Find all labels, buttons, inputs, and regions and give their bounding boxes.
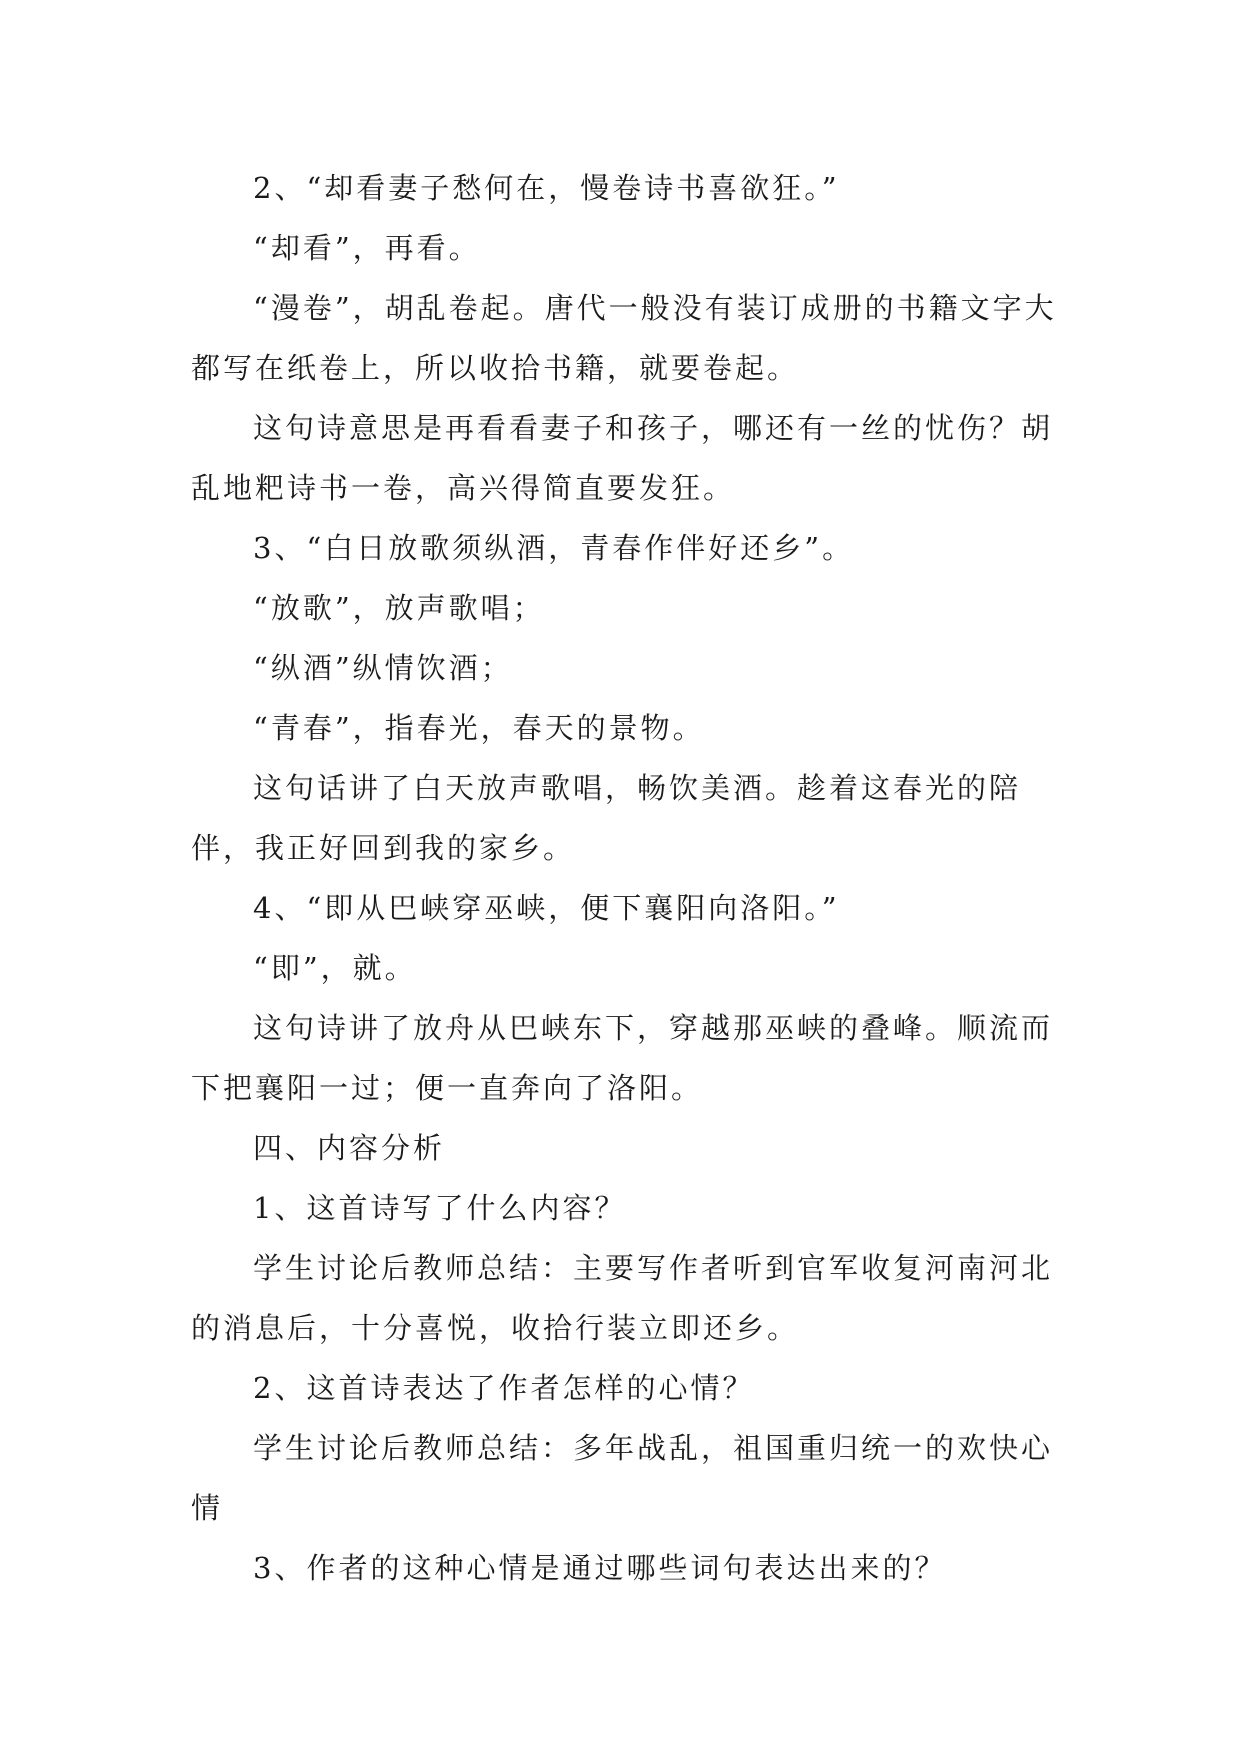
section-heading-content-analysis: 四、内容分析 (253, 1131, 446, 1165)
question-2: 2、这首诗表达了作者怎样的心情？ (253, 1371, 755, 1405)
paragraph-qingchun: “青春”，指春光，春天的景物。 (253, 711, 705, 745)
document-body (191, 158, 1061, 1598)
paragraph-line-2-title: 2、“却看妻子愁何在，慢卷诗书喜欲狂。” (253, 171, 840, 205)
question-3: 3、作者的这种心情是通过哪些词句表达出来的？ (253, 1551, 947, 1585)
paragraph-fangge: “放歌”，放声歌唱； (253, 591, 545, 625)
answer-2: 学生讨论后教师总结：多年战乱，祖国重归统一的欢快心情 (191, 1431, 1054, 1525)
paragraph-zongjiu: “纵酒”纵情饮酒； (253, 651, 513, 685)
paragraph-meaning-4: 这句诗讲了放舟从巴峡东下，穿越那巫峡的叠峰。顺流而下把襄阳一过；便一直奔向了洛阳。 (191, 1011, 1054, 1105)
paragraph-meaning-2: 这句诗意思是再看看妻子和孩子，哪还有一丝的忧伤？胡乱地粑诗书一卷，高兴得简直要发狂。 (191, 411, 1054, 505)
paragraph-quekan: “却看”，再看。 (253, 231, 481, 265)
question-1: 1、这首诗写了什么内容？ (253, 1191, 627, 1225)
paragraph-line-3-title: 3、“白日放歌须纵酒，青春作伴好还乡”。 (253, 531, 855, 565)
paragraph-manjuan: “漫卷”，胡乱卷起。唐代一般没有装订成册的书籍文字大都写在纸卷上，所以收拾书籍，就要卷起。 (191, 291, 1057, 385)
paragraph-ji: “即”，就。 (253, 951, 417, 985)
paragraph-line-4-title: 4、“即从巴峡穿巫峡，便下襄阳向洛阳。” (253, 891, 840, 925)
answer-1: 学生讨论后教师总结：主要写作者听到官军收复河南河北的消息后，十分喜悦，收拾行装立即还乡。 (191, 1251, 1054, 1345)
paragraph-meaning-3: 这句话讲了白天放声歌唱，畅饮美酒。趁着这春光的陪伴，我正好回到我的家乡。 (191, 771, 1022, 865)
